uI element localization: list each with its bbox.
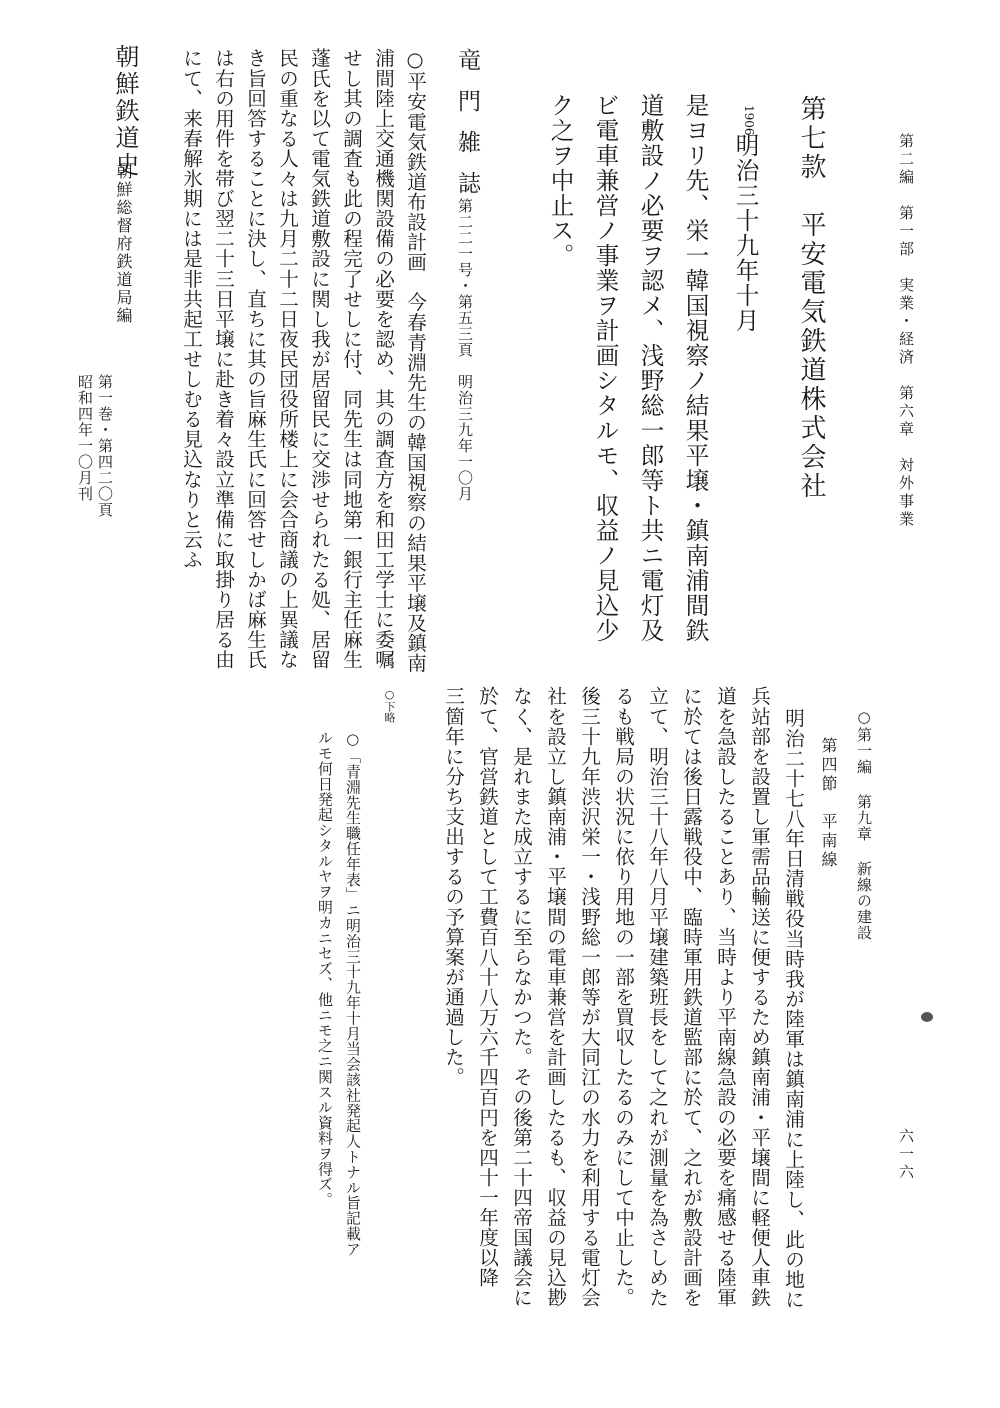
entry-line: ク之ヲ中止ス。 (546, 93, 575, 268)
article-line: 浦間陸上交通機関設備の必要を認め、其の調査方を和田工学士に委嘱 (371, 48, 395, 670)
running-head: 第二編 第一部 実業・経済 第六章 対外事業 (897, 133, 915, 529)
entry-line: 是ヨリ先、栄一韓国視察ノ結果平壌・鎮南浦間鉄 (681, 93, 710, 643)
section-title: 第七款 平安電気鉄道株式会社 (796, 95, 826, 501)
source-name: 竜門雑誌 (454, 48, 480, 212)
article-line: 民の重なる人々は九月二十二日夜民団役所楼上に会合商議の上異議な (275, 48, 299, 670)
body-line: 於て、官営鉄道として工費百八十八万六千四百円を四十一年度以降 (475, 686, 499, 1288)
page-number: 六一六 (897, 1128, 915, 1182)
source-name: 朝鮮鉄道史 (111, 44, 139, 179)
source-detail: 第二二一号・第五三頁 明治三九年一〇月 (456, 198, 474, 502)
article-line: せし其の調査も此の程完了せしに付、同先生は同地第一銀行主任麻生 (339, 48, 363, 670)
body-line: 三箇年に分ち支出するの予算案が通過した。 (441, 686, 465, 1087)
article-line: は右の用件を帯び翌二十三日平壌に赴き着々設立準備に取掛り居る由 (211, 48, 235, 670)
body-line: なく、是れまた成立するに至らなかつた。その後第二十四帝国議会に (509, 686, 533, 1308)
entry-line: ビ電車兼営ノ事業ヲ計画シタルモ、収益ノ見込少 (591, 93, 620, 643)
article-line: ○平安電気鉄道布設計画 今春青淵先生の韓国視察の結果平壌及鎮南 (403, 48, 427, 673)
body-line: るも戦局の状況に依り用地の一部を買収したるのみにして中止した。 (611, 686, 635, 1308)
ink-smudge (921, 1012, 933, 1022)
body-line: 社を設立し鎮南浦・平壌間の電車兼営を計画したるも、収益の見込尠 (543, 686, 567, 1308)
source-editor: 朝鮮総督府鉄道局編 (114, 163, 133, 325)
source-volume: 第一巻・第四二〇頁 (96, 374, 114, 518)
body-line: 兵站部を設置し軍需品輸送に便するため鎮南浦・平壌間に軽便人車鉄 (747, 686, 771, 1308)
body-line: 道を急設したることあり、当時より平南線急設の必要を痛感せる陸軍 (713, 686, 737, 1308)
body-line: に於ては後日露戦役中、臨時軍用鉄道監部に於て、之れが敷設計画を (679, 686, 703, 1308)
note-line: ルモ何日発起シタルヤヲ明カニセズ、他ニモ之ニ関スル資料ヲ得ズ。 (315, 730, 334, 1208)
entry-line: 道敷設ノ必要ヲ認メ、浅野総一郎等ト共ニ電灯及 (636, 93, 665, 643)
omission-mark: ○下略 (383, 688, 396, 723)
source-publication: 昭和四年一〇月刊 (76, 374, 94, 502)
body-line: 立て、明治三十八年八月平壌建築班長をして之れが測量を為さしめた (645, 686, 669, 1308)
body-line: 後三十九年渋沢栄一・浅野総一郎等が大同江の水力を利用する電灯会 (577, 686, 601, 1308)
article-line: にて、来春解氷期には是非共起工せしむる見込なりと云ふ (179, 48, 203, 570)
article-line: き旨回答することに決し、直ちに其の旨麻生氏に回答せしかば麻生氏 (243, 48, 267, 670)
note-line: ○「青淵先生職任年表」ニ明治三十九年十月当会該社発起人トナル旨記載ア (343, 730, 362, 1257)
article-line: 蓬氏を以て電気鉄道敷設に関し我が居留民に交渉せられたる処、居留 (307, 48, 331, 670)
entry-date: 明治三十九年十月 (731, 133, 760, 333)
western-year: 1906 (742, 105, 756, 136)
body-line: 明治二十七八年日清戦役当時我が陸軍は鎮南浦に上陸し、此の地に (781, 708, 805, 1310)
subsection-title: 第四節 平南線 (819, 737, 838, 870)
cross-reference: ○第一編 第九章 新線の建設 (855, 708, 873, 941)
